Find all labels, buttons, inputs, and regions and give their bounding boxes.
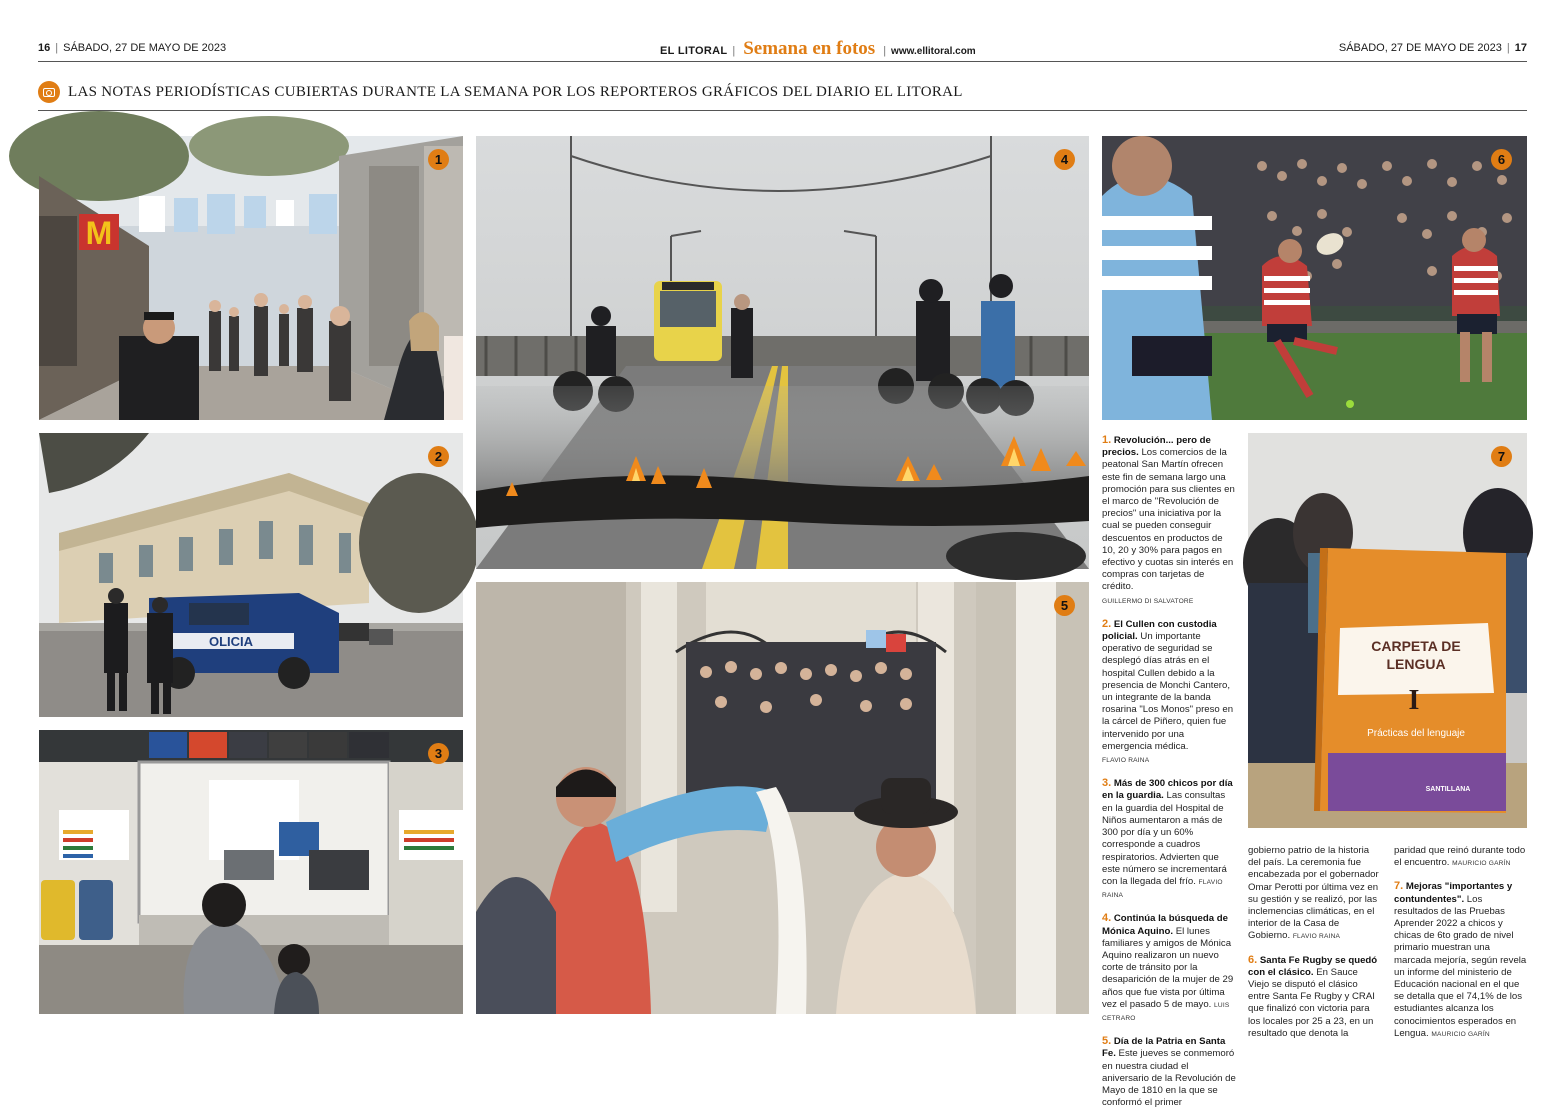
caption-body: Los resultados de las Pruebas Aprender 2022 a chicos y chicas de 6to grado de nivel primario muestran una marcada mejoría, según revela un informe del ministerio de Educación nacional en el que se detalla que el 74,1% de los estudiantes alcanza los conocimientos esperados en Lengua. — [1394, 893, 1527, 1039]
book-subtitle: Prácticas del lenguaje — [1367, 728, 1465, 739]
photo-number-badge: 2 — [428, 446, 449, 467]
book-title-line1: CARPETA DE — [1371, 638, 1461, 654]
photo-credit: MAURICIO GARÍN — [1431, 1030, 1490, 1038]
photo-number-badge: 7 — [1491, 446, 1512, 467]
police-lettering: OLICIA — [209, 634, 254, 649]
kicker-text: LAS NOTAS PERIODÍSTICAS CUBIERTAS DURANTE LA SEMANA POR LOS REPORTEROS GRÁFICOS DEL DIARIO EL LITORAL — [68, 84, 963, 100]
book-title-line2: LENGUA — [1386, 656, 1446, 672]
caption-4: 4. Continúa la búsqueda de Mónica Aquino. El lunes familiares y amigos de Mónica Aquino realizaron un nuevo corte de tránsito por la desaparición de la mujer de 29 años que fue vista por última vez el pasado 5 de mayo. LUIS CETRARO — [1102, 912, 1234, 1022]
photo-number-badge: 5 — [1054, 595, 1075, 616]
right-date: SÁBADO, 27 DE MAYO DE 2023 — [1338, 42, 1502, 54]
right-folio: SÁBADO, 27 DE MAYO DE 2023 | 17 — [1338, 42, 1527, 54]
photo-credit: FLAVIO RAINA — [1292, 933, 1341, 941]
caption-body: gobierno patrio de la historia del país. La ceremonia fue encabezada por el gobernador Omar Perotti por última vez en su gestión y se realizó, por las inclemencias climáticas, en el interior de la Casa de Gobierno. — [1248, 845, 1379, 942]
caption-title: Más de 300 chicos por día en la guardia. — [1102, 778, 1233, 802]
photo-guardia — [39, 730, 463, 1014]
photo-credit: FLAVIO RAINA — [1102, 878, 1223, 900]
photo-credit: LUIS CETRARO — [1102, 1001, 1230, 1022]
caption-6-start: 6. Santa Fe Rugby se quedó con el clásico. En Sauce Viejo se disputó el clásico entre Santa Fe Rugby y CRAI que finalizó con victoria para los locales por 25 a 23, en un resultado que denota la — [1248, 953, 1378, 1039]
caption-body: Un importante operativo de seguridad se desplegó días atrás en el hospital Cullen debido a la presencia de Monchi Cantero, un integrante de la banda rosarina "Los Monos" preso en la cárcel de Piñero, quien fue intervenido por una emergencia médica. — [1102, 631, 1234, 752]
caption-body: Los comercios de la peatonal San Martín ofrecen este fin de semana largo una promoción para sus clientes en el marco de "Revolución de precios" una iniciativa por la cual se pueden conseguir descuentos en productos de 10, 20 y 30% para pagos en efectivo y cuotas sin interés en compras con tarjetas de crédito. — [1102, 447, 1235, 593]
camera-icon — [38, 81, 60, 103]
header-rule — [38, 61, 1527, 62]
left-date: SÁBADO, 27 DE MAYO DE 2023 — [63, 42, 227, 54]
caption-title: Santa Fe Rugby se quedó con el clásico. — [1248, 954, 1378, 978]
kicker-rule — [38, 110, 1527, 111]
brand-name: EL LITORAL — [660, 45, 728, 57]
caption-1: 1. Revolución... pero de precios. Los comercios de la peatonal San Martín ofrecen este fin de semana largo una promoción para sus clientes en el marco de "Revolución de precios" una iniciativa por la cual se pueden conseguir descuentos en productos de 10, 20 y 30% para pagos en efectivo y cuotas sin interés en compras con tarjetas de crédito. GUILLERMO DI SALVATORE — [1102, 434, 1236, 608]
photo-barricada — [476, 136, 1089, 569]
caption-title: Revolución... pero de precios. — [1102, 435, 1211, 459]
photo-number-badge: 3 — [428, 743, 449, 764]
photo-hospital-police — [39, 433, 463, 717]
photo-carpeta-de-lengua — [1248, 433, 1527, 828]
caption-title: Día de la Patria en Santa Fe. — [1102, 1036, 1226, 1060]
right-page-number: 17 — [1514, 42, 1527, 54]
photo-credit: GUILLERMO DI SALVATORE — [1102, 597, 1194, 605]
book-publisher: SANTILLANA — [1425, 786, 1471, 793]
caption-body: paridad que reinó durante todo el encuentro. — [1394, 845, 1526, 869]
captions-column-2 — [1248, 845, 1380, 1050]
caption-body: El lunes familiares y amigos de Mónica Aquino realizaron un nuevo corte de tránsito por la desaparición de la mujer de 29 años que fue vista por última vez el pasado 5 de mayo. — [1102, 925, 1234, 1010]
photo-number-badge: 6 — [1491, 149, 1512, 170]
page-header — [38, 38, 1527, 58]
caption-6-end — [1394, 845, 1527, 870]
captions-column-1 — [1102, 434, 1236, 1119]
masthead: EL LITORAL | Semana en fotos | www.ellitoral.com — [660, 38, 976, 59]
left-folio: 16 | SÁBADO, 27 DE MAYO DE 2023 — [38, 42, 227, 54]
caption-3: 3. Más de 300 chicos por día en la guardia. Las consultas en la guardia del Hospital de Niños aumentaron a más de 300 por día y un 60% corresponde a cuadros respiratorios. Advierten que este número se incrementará con la llegada del frío. FLAVIO RAINA — [1102, 777, 1233, 900]
site-url[interactable]: www.ellitoral.com — [891, 46, 976, 57]
captions-column-3 — [1394, 845, 1527, 1051]
photo-peatonal — [39, 136, 463, 420]
caption-5-start: 5. Día de la Patria en Santa Fe. Este jueves se conmemoró en nuestra ciudad el aniversario de la Revolución de Mayo de 1810 en la que se conformó el primer — [1102, 1035, 1236, 1109]
caption-body: Este jueves se conmemoró en nuestra ciudad el aniversario de la Revolución de Mayo de 1810 en la que se conformó el primer — [1102, 1048, 1236, 1109]
book-volume: I — [1408, 685, 1420, 716]
caption-7: 7. Mejoras "importantes y contundentes". Los resultados de las Pruebas Aprender 2022 a chicos y chicas de 6to grado de nivel primario muestran una marcada mejoría, según revela un informe del ministerio de Educación nacional en el que se detalla que el 74,1% de los estudiantes alcanza los conocimientos esperados en Lengua. MAURICIO GARÍN — [1394, 880, 1527, 1039]
caption-title: El Cullen con custodia policial. — [1102, 618, 1217, 643]
photo-credit: FLAVIO RAINA — [1102, 757, 1150, 765]
section-kicker — [38, 80, 1527, 106]
caption-body: Las consultas en la guardia del Hospital de Niños aumentaron a más de 300 por día y un 60% corresponde a cuadros respiratorios. Advierten que este número se incrementará con la llegada del frío. — [1102, 790, 1227, 887]
svg-text:M: M — [85, 215, 113, 251]
section-title: Semana en fotos — [743, 38, 876, 59]
photo-rugby — [1102, 136, 1527, 420]
caption-title: Mejoras "importantes y contundentes". — [1394, 881, 1513, 905]
photo-dia-de-la-patria — [476, 582, 1089, 1014]
caption-body: En Sauce Viejo se disputó el clásico entre Santa Fe Rugby y CRAI que finalizó con victoria para los locales por 25 a 23, en un resultado que denota la — [1248, 966, 1375, 1039]
caption-title: Continúa la búsqueda de Mónica Aquino. — [1102, 913, 1228, 937]
photo-number-badge: 1 — [428, 149, 449, 170]
caption-2: 2. El Cullen con custodia policial. Un importante operativo de seguridad se desplegó días atrás en el hospital Cullen debido a la presencia de Monchi Cantero, un integrante de la banda rosarina "Los Monos" preso en la cárcel de Piñero, quien fue intervenido por una emergencia médica. FLAVIO RAINA — [1102, 618, 1236, 767]
photo-number-badge: 4 — [1054, 149, 1075, 170]
caption-5-end — [1248, 845, 1380, 944]
photo-credit: MAURICIO GARÍN — [1452, 860, 1511, 868]
left-page-number: 16 — [38, 42, 51, 54]
